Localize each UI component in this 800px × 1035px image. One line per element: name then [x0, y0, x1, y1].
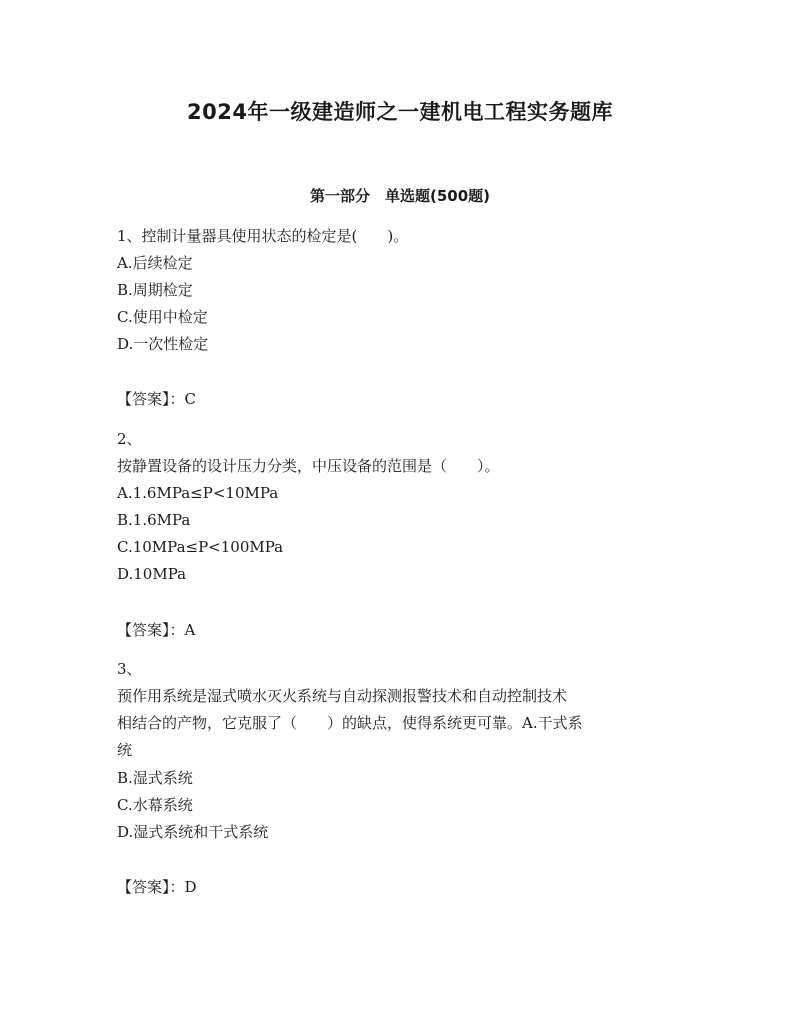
question-2-number: 2、 [117, 430, 142, 448]
answer-separator: ： [169, 621, 185, 639]
answer-value: D [184, 878, 197, 896]
question-3-answer [117, 877, 197, 897]
question-2-answer [117, 620, 195, 640]
question-1-stem: 1、控制计量器具使用状态的检定是( )。 [117, 227, 409, 245]
document-title: 2024年一级建造师之一建机电工程实务题库 [187, 100, 613, 124]
question-1-option-d: D.一次性检定 [117, 335, 209, 353]
question-1-option-b: B.周期检定 [117, 281, 193, 299]
question-2-option-d: D.10MPa [117, 565, 187, 583]
question-2-stem: 按静置设备的设计压力分类，中压设备的范围是（ ）。 [117, 457, 500, 475]
answer-label: 【答案】 [117, 878, 170, 896]
question-3-number: 3、 [117, 660, 142, 678]
question-3-option-d: D.湿式系统和干式系统 [117, 823, 269, 841]
question-3-stem-line-2: 相结合的产物，它克服了（ ）的缺点，使得系统更可靠。A.干式系 [117, 714, 583, 732]
question-2-option-b: B.1.6MPa [117, 511, 191, 529]
answer-value: A [184, 621, 196, 639]
question-3-stem-line-3: 统 [117, 741, 133, 759]
question-1-option-a: A.后续检定 [117, 254, 193, 272]
question-1-option-c: C.使用中检定 [117, 308, 208, 326]
answer-separator: ： [169, 878, 185, 896]
question-1-answer [117, 389, 196, 409]
answer-separator: ： [169, 390, 185, 408]
answer-label: 【答案】 [117, 390, 170, 408]
question-3-stem-line-1: 预作用系统是湿式喷水灭火系统与自动探测报警技术和自动控制技术 [117, 687, 568, 705]
section-title: 第一部分 单选题(500题) [309, 187, 491, 205]
question-2-option-a: A.1.6MPa≤P<10MPa [117, 484, 279, 502]
question-3-option-b: B.湿式系统 [117, 769, 193, 787]
answer-value: C [184, 390, 197, 408]
question-3-option-c: C.水幕系统 [117, 796, 193, 814]
question-2-option-c: C.10MPa≤P<100MPa [117, 538, 284, 556]
answer-label: 【答案】 [117, 621, 170, 639]
